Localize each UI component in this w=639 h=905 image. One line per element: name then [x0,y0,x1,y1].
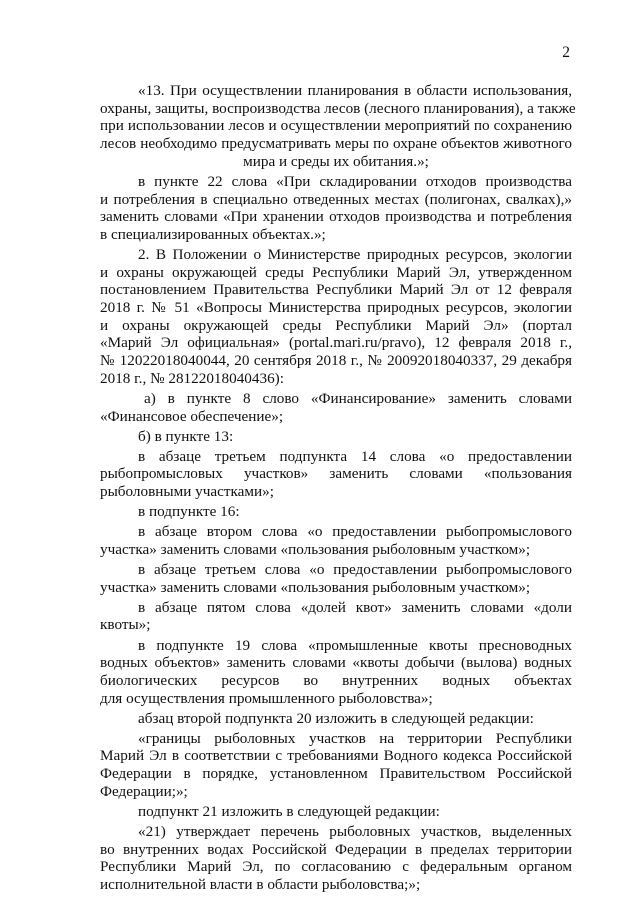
text-line: и охраны окружающей среды Республики Марий Эл, утвержденном [100,263,572,281]
paragraph [100,803,572,821]
text-line: Марий Эл в соответствии с требованиями Водного кодекса Российской [100,747,572,765]
text-line: Федерации в порядке, установленном Правительством Российской [100,765,572,783]
text-line: охраны, защиты, воспроизводства лесов (лесного планирования), а также [100,99,576,117]
text-line: «21) утверждает перечень рыболовных участков, выделенных [138,822,572,840]
text-line: и охраны окружающей среды Республики Марий Эл» (портал [100,316,572,334]
text-line: абзац второй подпункта 20 изложить в следующей редакции: [138,709,534,727]
paragraph [100,561,572,596]
text-line: заменить словами «При хранении отходов производства и потребления [100,208,572,226]
text-line: для осуществления промышленного рыболовства»; [100,689,433,707]
text-line: лесов необходимо предусматривать меры по охране объектов животного [100,135,572,153]
paragraph [100,730,572,801]
text-line: в абзаце третьем подпункта 14 слова «о предоставлении [138,447,572,465]
text-line: в абзаце втором слова «о предоставлении рыбопромыслового [138,523,572,541]
text-line: «границы рыболовных участков на территории Республики [138,729,572,747]
text-line: исполнительной власти в области рыболовства;»; [100,876,421,894]
text-line: Республики Марий Эл, по согласованию с федеральным органом [100,858,572,876]
text-line: в абзаце пятом слова «долей квот» заменить словами «доли [138,598,572,616]
text-line: рыболовными участками»; [100,483,274,501]
text-line: в специализированных объектах.»; [100,225,326,243]
paragraph [100,173,572,244]
text-line: «Марий Эл официальная» (portal.mari.ru/pravo), 12 февраля 2018 г., [100,334,572,352]
text-line: квоты»; [100,616,151,634]
text-line: и потребления в специально отведенных местах (полигонах, свалках),» [100,190,572,208]
paragraph [100,82,576,170]
paragraph [100,390,572,425]
text-line: в подпункте 16: [138,503,240,521]
text-line: б) в пункте 13: [138,427,234,445]
text-line: в абзаце третьем слова «о предоставлении рыбопромыслового [138,561,572,578]
text-line: «Финансовое обеспечение»; [100,407,284,425]
text-line: «13. При осуществлении планирования в области использования, [138,82,572,99]
text-line: участка» заменить словами «пользования рыболовным участком»; [100,540,531,558]
paragraph [100,599,572,634]
text-line: № 12022018040044, 20 сентября 2018 г., № 20092018040337, 29 декабря [100,352,572,370]
text-line: 2018 г. № 51 «Вопросы Министерства природных ресурсов, экологии [100,299,572,317]
text-line: во внутренних водах Российской Федерации в пределах территории [100,840,572,858]
page-number: 2 [562,44,570,61]
text-line: участка» заменить словами «пользования рыболовным участком»; [100,578,531,596]
document-body [100,82,576,896]
text-line: Федерации;»; [100,782,188,800]
paragraph [100,710,572,728]
text-line: в пункте 22 слова «При складировании отходов производства [138,172,572,190]
paragraph [100,503,572,521]
text-line: мира и среды их обитания.»; [243,152,429,170]
paragraph [100,448,572,501]
text-line: рыбопромысловых участков» заменить словами «пользования [100,465,572,483]
paragraph [100,246,572,388]
paragraph [100,428,572,446]
text-line: постановлением Правительства Республики Марий Эл от 12 февраля [100,281,572,299]
text-line: водных объектов» заменить словами «квоты добычи (вылова) водных [100,654,572,672]
paragraph [100,637,572,708]
text-line: 2018 г., № 28122018040436): [100,369,284,387]
text-line: подпункт 21 изложить в следующей редакции: [138,802,440,820]
text-line: 2. В Положении о Министерстве природных ресурсов, экологии [138,245,572,263]
text-line: биологических ресурсов во внутренних водных объектах [100,671,572,689]
text-line: а) в пункте 8 слово «Финансирование» заменить словами [144,389,572,407]
text-line: в подпункте 19 слова «промышленные квоты пресноводных [138,636,572,654]
paragraph [100,523,572,558]
paragraph [100,823,572,894]
text-line: при использовании лесов и осуществлении мероприятий по сохранению [100,117,572,135]
